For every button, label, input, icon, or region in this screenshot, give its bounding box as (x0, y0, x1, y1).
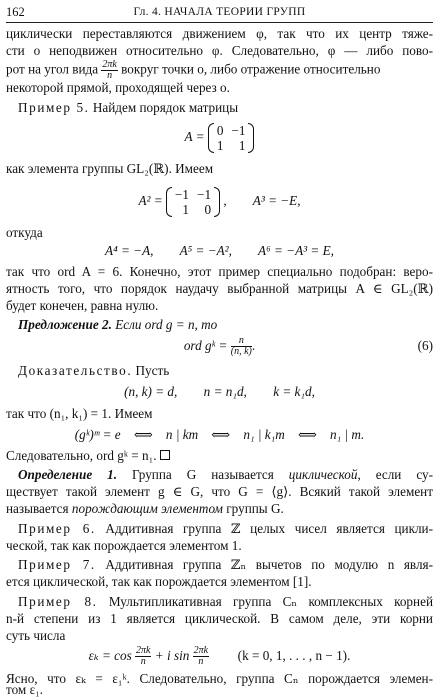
proof-label: Доказательство. (18, 363, 133, 378)
fraction-2pik-n: $\frac{2\pi k}{n}$ (193, 645, 209, 668)
matrix-cell: −1 (197, 186, 212, 202)
text-line: откуда (6, 225, 43, 240)
text-line: n-й степени из 1 является циклической. В самом деле, эти корни (6, 611, 433, 626)
example-label: Пример 7. (18, 557, 96, 572)
matrix-A2-equation: A² = −1 −1 1 0 , A³ = −E, (138, 186, 301, 217)
matrix-cell: −1 (174, 186, 190, 202)
text-line: называется порождающим элементом группы G. (6, 501, 284, 516)
text-line-cut: том ε₁. (6, 682, 44, 697)
example-label: Пример 5. (18, 100, 90, 115)
matrix-A-equation: A = 0 −1 1 1 (6, 120, 433, 154)
fraction-2pik-n: $\frac{2\pi k}{n}$ (102, 59, 117, 81)
text-line: как элемента группы GL₂(ℝ). Имеем (6, 161, 214, 176)
definition-1-line: Определение 1. Группа G называется циклической, если су- (18, 467, 433, 482)
text-line: ческой, так как порождается элементом 1. (6, 538, 242, 553)
proposition-2-line: Предложение 2. Если ord g = n, то (18, 317, 218, 332)
definition-label: Определение 1. (18, 467, 118, 482)
text-line: циклически переставляются движением φ, так что их центр тяже- (6, 26, 433, 41)
example-label: Пример 6. (18, 521, 96, 536)
matrix-cell: 1 (238, 137, 246, 153)
equivalence-equation: (gᵏ)ᵐ = e ⟺ n | km ⟺ n₁ | k₁m ⟺ n₁ | m. (74, 427, 365, 442)
matrix-cell: −1 (231, 122, 246, 138)
example-label: Пример 8. (18, 594, 98, 609)
equation-6: ord gᵏ = $\frac{n}{(n, k)}$ . (6) (6, 333, 433, 359)
running-header (6, 2, 433, 23)
text-line: так что ord A = 6. Конечно, этот пример специально подобран: веро- (6, 264, 433, 279)
proposition-label: Предложение 2. (18, 317, 112, 332)
fraction-n-over-nk: $\frac{n}{(n, k)}$ (230, 335, 252, 358)
text-line: сти o неподвижен относительно φ. Следовательно, φ — либо пово- (6, 43, 433, 58)
matrix-cell: 1 (216, 137, 224, 153)
matrix-cell: 1 (182, 201, 190, 217)
matrix-cell: 0 (204, 201, 212, 217)
roots-equation: εₖ = cos $\frac{2\pi k}{n}$ + i sin $\frac{2\pi k}{n}$ (k = 0, 1, . . . , n − 1). (88, 645, 351, 668)
matrix-cell: 0 (216, 122, 224, 138)
text-line: будет конечен, равна нулю. (6, 298, 159, 313)
example-8-line: Пример 8. Мультипликативная группа Cₙ комплексных корней (18, 594, 433, 609)
text-line: ятность того, что порядок наудачу выбранной матрицы A ∈ GL₂(ℝ) (6, 281, 433, 296)
text-line: так что (n₁, k₁) = 1. Имеем (6, 406, 153, 421)
conclusion-line: Следовательно, ord gᵏ = n₁. (6, 447, 433, 464)
qed-square-icon (160, 450, 170, 460)
example-5-line: Пример 5. Найдем порядок матрицы (18, 100, 239, 115)
powers-equation: A⁴ = −A, A⁵ = −A², A⁶ = −A³ = E, (105, 243, 334, 258)
equation-number: (6) (417, 338, 433, 353)
text-line: ется циклической, так как порождается элементом [1]. (6, 574, 312, 589)
example-6-line: Пример 6. Аддитивная группа ℤ целых чисел является цикли- (18, 521, 434, 536)
matrix-A2 (166, 187, 220, 217)
page-number: 162 (6, 5, 25, 19)
text-line-with-fraction: рот на угол вида $\frac{2\pi k}{n}$ вокруг точки o, либо отражение относительно (6, 59, 381, 81)
fraction-2pik-n: $\frac{2\pi k}{n}$ (136, 645, 151, 668)
gcd-equation: (n, k) = d, n = n₁d, k = k₁d, (124, 384, 315, 399)
example-7-line: Пример 7. Аддитивная группа ℤₙ вычетов по модулю n явля- (18, 557, 433, 572)
text-line: суть числа (6, 628, 66, 643)
text-line: Ясно, что εₖ = ε₁ᵏ. Следовательно, группа Cₙ порождается элемен- (6, 671, 433, 686)
proof-line: Доказательство. Пусть (18, 363, 170, 378)
matrix-A (208, 123, 255, 153)
chapter-title: Гл. 4. НАЧАЛА ТЕОРИИ ГРУПП (133, 6, 306, 18)
text-line: ществует такой элемент g ∈ G, что G = ⟨g⟩. Всякий такой элемент (6, 484, 433, 499)
text-line: некоторой прямой, проходящей через o. (6, 80, 230, 95)
